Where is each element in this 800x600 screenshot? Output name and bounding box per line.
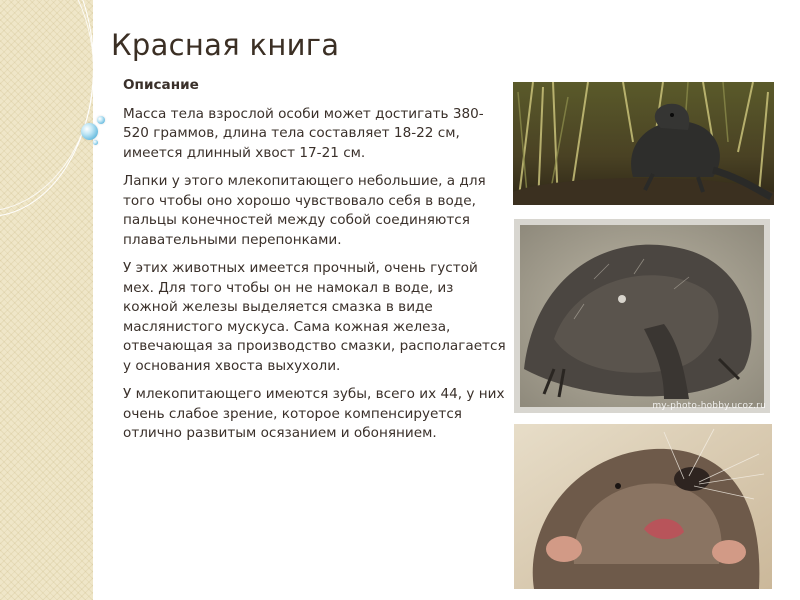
desman-photo-mouth [514, 424, 772, 589]
paragraph-teeth-senses: У млекопитающего имеются зубы, всего их 44, у них очень слабое зрение, которое компенсируется отлично развитым осязанием и обонянием. [123, 386, 505, 441]
decorative-bubble-small [97, 116, 105, 124]
slide-title: Красная книга [111, 28, 340, 62]
paragraph-paws: Лапки у этого млекопитающего небольшие, а для того чтобы оно хорошо чувствовало себя в воде, пальцы конечностей между собой соединяются плавательными перепонками. [123, 173, 486, 248]
decorative-side-band [0, 0, 93, 600]
description-text-block [123, 76, 509, 453]
paragraph-fur: У этих животных имеется прочный, очень густой мех. Для того чтобы он не намокал в воде, из кожной железы выделяется смазка в виде маслянистого мускуса. Сама кожная железа, отвечающая за производство смазки, располагается у основания хвоста выхухоли. [123, 260, 506, 374]
desman-photo-closeup [514, 219, 770, 413]
decorative-bubble-large [81, 123, 98, 140]
photo-watermark: my-photo-hobby.ucoz.ru [652, 401, 766, 411]
paragraph-body-size: Масса тела взрослой особи может достигать 380-520 граммов, длина тела составляет 18-22 см, имеется длинный хвост 17-21 см. [123, 105, 484, 161]
description-subheading: Описание [123, 77, 199, 93]
decorative-bubble-tiny [93, 140, 98, 145]
desman-photo-grass [513, 82, 774, 205]
decorative-arc-inner [0, 0, 94, 212]
